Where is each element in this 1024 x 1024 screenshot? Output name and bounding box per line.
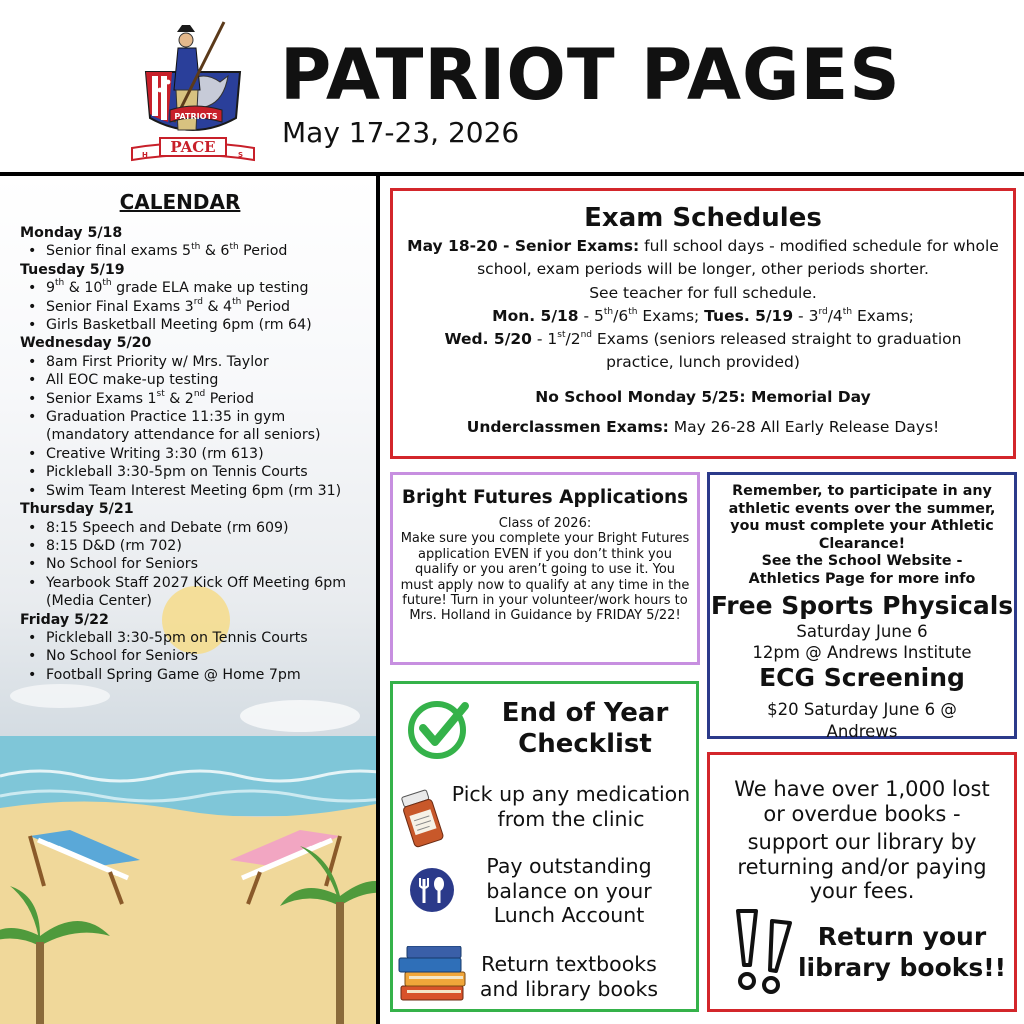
calendar-day-label: Monday 5/18 [20,225,123,241]
logo-banner-text: PATRIOTS [174,112,218,121]
calendar-event: • Football Spring Game @ Home 7pm [20,666,370,684]
calendar-panel [0,176,376,1024]
calendar-event: • 8:15 Speech and Debate (rm 609) [20,519,370,537]
bright-body: Class of 2026: Make sure you complete your Bright Futures application EVEN if you don’t think you qualify or you aren’t going to use it. You must apply now to qualify at any time in the future! Turn in your volunteer/work hours to Mrs. Holland in Guidance by FRIDAY 5/22! [400,516,690,624]
library-books-box [707,752,1017,1012]
calendar-day-label: Tuesday 5/19 [20,261,125,278]
exam-no-school: No School Monday 5/25: Memorial Day [535,387,871,406]
calendar-day-label: Wednesday 5/20 [20,335,152,352]
library-return-cta: Return your library books!! [797,922,1007,982]
library-support: support our library by returning and/or paying your fees. [737,830,987,903]
ecg-title: ECG Screening [759,662,965,692]
checkmark-icon [407,696,471,760]
patriot-logo [128,10,258,162]
exam-wed: Wed. 5/20 - 1st/2nd Exams (seniors released straight to graduation practice, lunch provided) [444,330,962,372]
calendar-event: • All EOC make-up testing [20,371,370,389]
physicals-title: Free Sports Physicals [710,590,1014,620]
calendar-event: • Yearbook Staff 2027 Kick Off Meeting 6pm (Media Center) [20,574,370,611]
checklist-item-lunch: Pay outstanding balance on your Lunch Account [486,854,652,927]
books-icon [397,946,469,1004]
calendar-event: • Pickleball 3:30-5pm on Tennis Courts [20,463,370,481]
calendar-event: • Senior final exams 5th & 6th Period [20,242,370,260]
calendar-event: • Swim Team Interest Meeting 6pm (rm 31) [20,482,370,500]
end-of-year-checklist-box [390,681,699,1012]
calendar-event: • No School for Seniors [20,647,370,665]
calendar-day-label: Thursday 5/21 [20,501,134,518]
calendar-list [20,224,370,684]
exam-mon-tue: Mon. 5/18 - 5th/6th Exams; Tues. 5/19 - 3rd/4th Exams; [492,306,914,325]
calendar-event: • Senior Exams 1st & 2nd Period [20,390,370,408]
exam-underclassmen: Underclassmen Exams: May 26-28 All Early Release Days! [466,418,940,437]
calendar-event: • Pickleball 3:30-5pm on Tennis Courts [20,629,370,647]
header [0,0,1024,172]
calendar-event: • No School for Seniors [20,555,370,573]
logo-letter-s: S [238,151,244,159]
exclamation-icon [732,907,798,995]
lunch-icon [409,867,455,913]
calendar-event: • Graduation Practice 11:35 in gym (mandatory attendance for all seniors) [20,408,370,445]
exam-teacher-note: See teacher for full schedule. [589,283,817,302]
calendar-event: • Creative Writing 3:30 (rm 613) [20,445,370,463]
athletic-website-note: See the School Website - Athletics Page for more info [748,553,976,587]
exam-schedules-box [390,188,1016,459]
calendar-event: • Senior Final Exams 3rd & 4th Period [20,298,370,316]
page-title: PATRIOT PAGES [280,34,901,116]
calendar-event: • 9th & 10th grade ELA make up testing [20,279,370,297]
column-divider [376,176,380,1024]
athletics-box [707,472,1017,739]
bright-title: Bright Futures Applications [401,487,689,508]
athletic-clearance-notice: Remember, to participate in any athletic events over the summer, you must complete your Athletic Clearance! [728,483,996,552]
checklist-item-medication: Pick up any medication from the clinic [451,782,691,831]
bright-futures-box [390,472,700,665]
physicals-place: 12pm @ Andrews Institute [752,642,972,662]
checklist-title: End of Year Checklist [501,698,669,759]
calendar-title: CALENDAR [119,190,241,214]
physicals-date: Saturday June 6 [796,621,928,641]
logo-name-text: PACE [170,138,216,156]
calendar-event: • 8am First Priority w/ Mrs. Taylor [20,353,370,371]
calendar-event: • Girls Basketball Meeting 6pm (rm 64) [20,316,370,334]
logo-letter-h: H [142,151,148,159]
issue-date: May 17-23, 2026 [282,116,520,149]
checklist-item-return-books: Return textbooks and library books [479,952,659,1001]
calendar-event: • 8:15 D&D (rm 702) [20,537,370,555]
ecg-detail: $20 Saturday June 6 @ Andrews [767,699,957,741]
exam-title: Exam Schedules [584,203,822,233]
exam-senior-text: May 18-20 - Senior Exams: full school days - modified schedule for whole school, exam periods will be longer, other periods shorter. [407,237,999,279]
calendar-day-label: Friday 5/22 [20,611,109,628]
library-lost-books: We have over 1,000 lost or overdue books - [734,777,990,826]
